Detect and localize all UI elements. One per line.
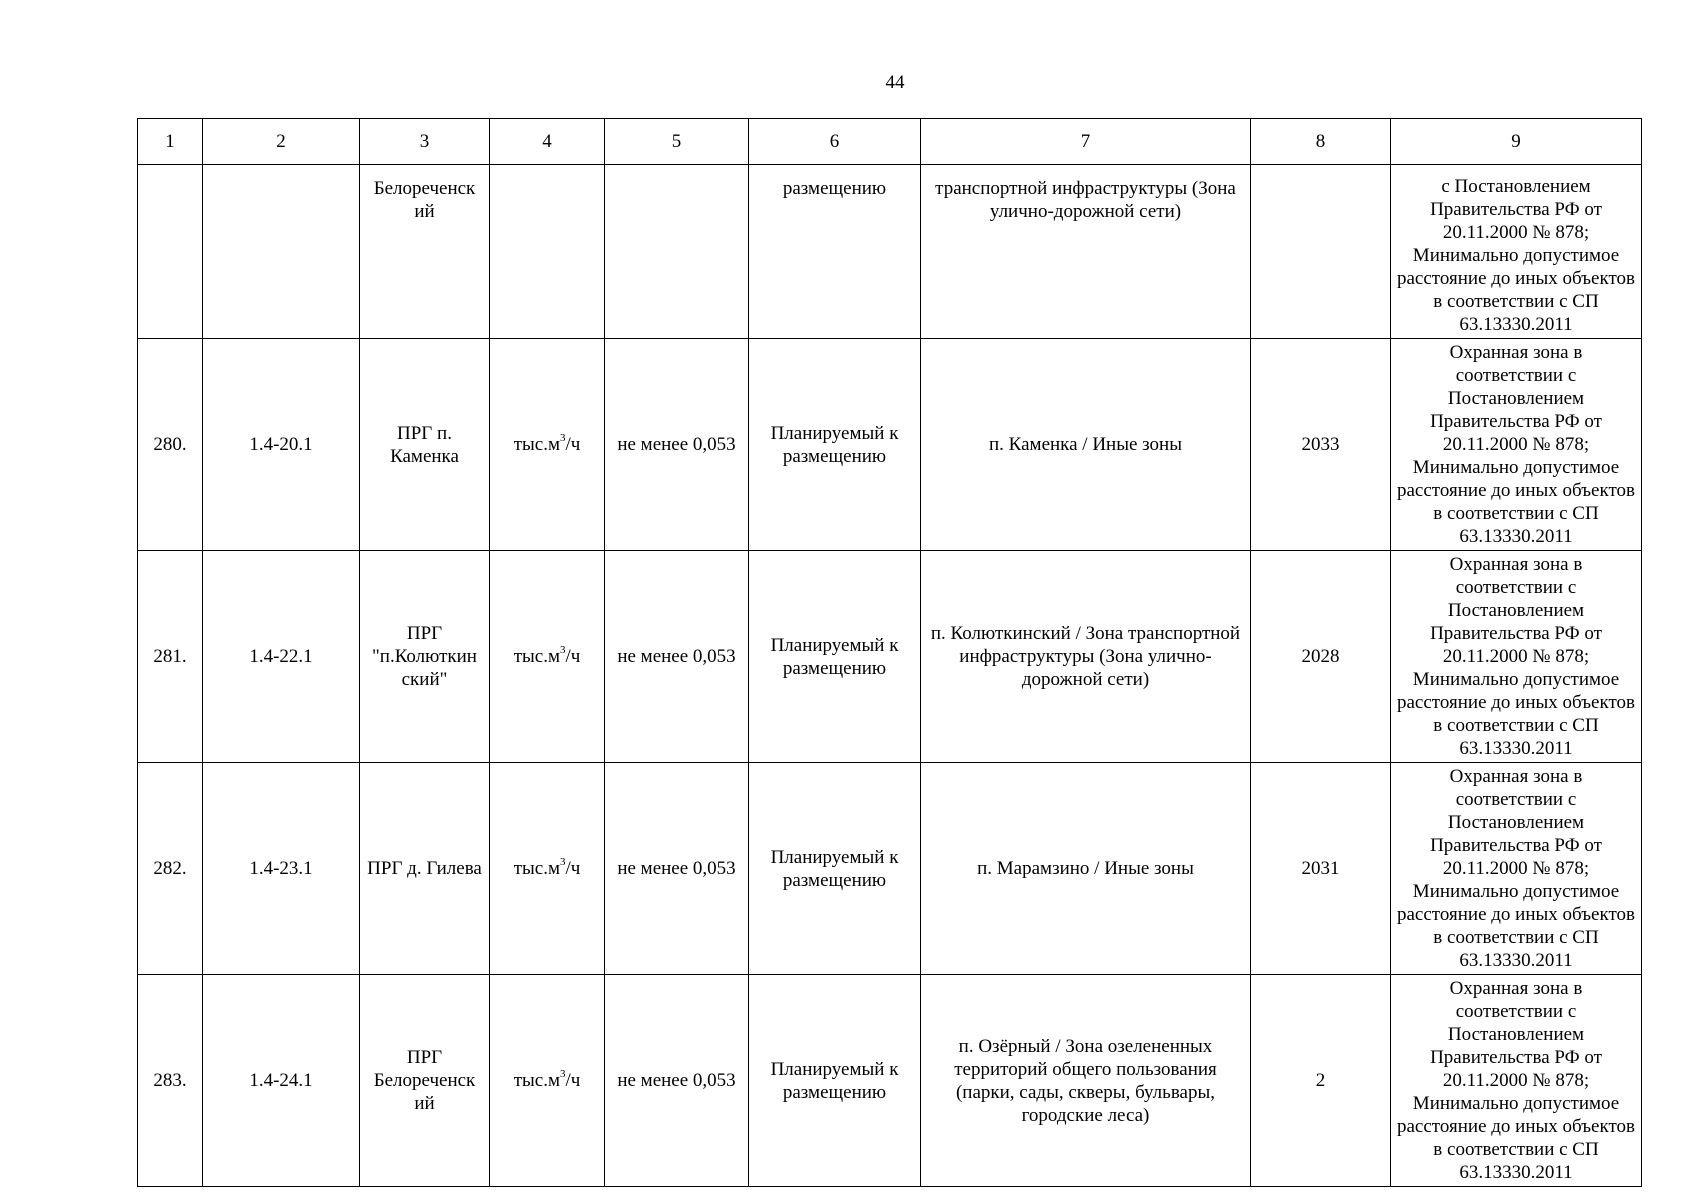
unit-base: тыс.м xyxy=(513,858,560,879)
table-row-continuation xyxy=(138,165,1642,339)
cell-year: 2 xyxy=(1251,975,1391,1187)
cell-year xyxy=(1251,165,1391,339)
cell-status: Планируемый к размещению xyxy=(749,551,921,763)
unit-per: /ч xyxy=(565,646,581,667)
cell-name: ПРГ Белореченск ий xyxy=(360,975,490,1187)
cell-status: Планируемый к размещению xyxy=(749,975,921,1187)
cell-capacity: не менее 0,053 xyxy=(605,975,749,1187)
cell-unit xyxy=(490,165,605,339)
cell-location: п. Каменка / Иные зоны xyxy=(921,339,1251,551)
table-row xyxy=(138,975,1642,1187)
header-cell: 3 xyxy=(360,119,490,165)
objects-table xyxy=(137,118,1642,1187)
header-cell: 1 xyxy=(138,119,203,165)
header-cell: 6 xyxy=(749,119,921,165)
cell-code: 1.4-22.1 xyxy=(203,551,360,763)
cell-code: 1.4-24.1 xyxy=(203,975,360,1187)
cell-zone-notes: с Постановлением Правительства РФ от 20.11.2000 № 878; Минимально допустимое расстояние до иных объектов в соответствии с СП 63.13330.2011 xyxy=(1391,165,1642,339)
cell-capacity: не менее 0,053 xyxy=(605,339,749,551)
cell-name: ПРГ п. Каменка xyxy=(360,339,490,551)
unit-base: тыс.м xyxy=(513,646,560,667)
cell-status: Планируемый к размещению xyxy=(749,763,921,975)
page-number: 44 xyxy=(885,72,905,93)
unit-exponent: 3 xyxy=(559,1067,566,1080)
cell-status: Планируемый к размещению xyxy=(749,339,921,551)
cell-number: 282. xyxy=(138,763,203,975)
unit-per: /ч xyxy=(565,434,581,455)
cell-name: ПРГ д. Гилева xyxy=(360,763,490,975)
cell-name: Белореченск ий xyxy=(360,165,490,339)
cell-capacity: не менее 0,053 xyxy=(605,763,749,975)
table-row xyxy=(138,551,1642,763)
cell-status: размещению xyxy=(749,165,921,339)
header-cell: 2 xyxy=(203,119,360,165)
cell-unit xyxy=(490,339,605,551)
cell-zone-notes: Охранная зона в соответствии с Постановлением Правительства РФ от 20.11.2000 № 878; Минимально допустимое расстояние до иных объектов в соответствии с СП 63.13330.2011 xyxy=(1391,975,1642,1187)
cell-zone-notes: Охранная зона в соответствии с Постановлением Правительства РФ от 20.11.2000 № 878; Минимально допустимое расстояние до иных объектов в соответствии с СП 63.13330.2011 xyxy=(1391,763,1642,975)
cell-location: п. Марамзино / Иные зоны xyxy=(921,763,1251,975)
unit-exponent: 3 xyxy=(559,431,566,444)
header-cell: 5 xyxy=(605,119,749,165)
cell-year: 2031 xyxy=(1251,763,1391,975)
unit-base: тыс.м xyxy=(513,434,560,455)
cell-name: ПРГ "п.Колюткин ский" xyxy=(360,551,490,763)
cell-code: 1.4-23.1 xyxy=(203,763,360,975)
cell-capacity: не менее 0,053 xyxy=(605,551,749,763)
cell-unit xyxy=(490,551,605,763)
cell-unit xyxy=(490,763,605,975)
cell-zone-notes: Охранная зона в соответствии с Постановлением Правительства РФ от 20.11.2000 № 878; Минимально допустимое расстояние до иных объектов в соответствии с СП 63.13330.2011 xyxy=(1391,551,1642,763)
cell-number: 281. xyxy=(138,551,203,763)
unit-exponent: 3 xyxy=(559,643,566,656)
cell-zone-notes: Охранная зона в соответствии с Постановлением Правительства РФ от 20.11.2000 № 878; Минимально допустимое расстояние до иных объектов в соответствии с СП 63.13330.2011 xyxy=(1391,339,1642,551)
unit-per: /ч xyxy=(565,1070,581,1091)
cell-code xyxy=(203,165,360,339)
table-row xyxy=(138,763,1642,975)
header-cell: 9 xyxy=(1391,119,1642,165)
cell-year: 2028 xyxy=(1251,551,1391,763)
table-row xyxy=(138,339,1642,551)
cell-code: 1.4-20.1 xyxy=(203,339,360,551)
table-header-row xyxy=(138,119,1642,165)
cell-number: 283. xyxy=(138,975,203,1187)
cell-location: транспортной инфраструктуры (Зона улично-дорожной сети) xyxy=(921,165,1251,339)
header-cell: 4 xyxy=(490,119,605,165)
cell-location: п. Озёрный / Зона озелененных территорий общего пользования (парки, сады, скверы, бульвары, городские леса) xyxy=(921,975,1251,1187)
unit-per: /ч xyxy=(565,858,581,879)
cell-capacity xyxy=(605,165,749,339)
cell-number xyxy=(138,165,203,339)
header-cell: 7 xyxy=(921,119,1251,165)
cell-unit xyxy=(490,975,605,1187)
cell-number: 280. xyxy=(138,339,203,551)
unit-base: тыс.м xyxy=(513,1070,560,1091)
unit-exponent: 3 xyxy=(559,855,566,868)
cell-year: 2033 xyxy=(1251,339,1391,551)
cell-location: п. Колюткинский / Зона транспортной инфраструктуры (Зона улично-дорожной сети) xyxy=(921,551,1251,763)
header-cell: 8 xyxy=(1251,119,1391,165)
